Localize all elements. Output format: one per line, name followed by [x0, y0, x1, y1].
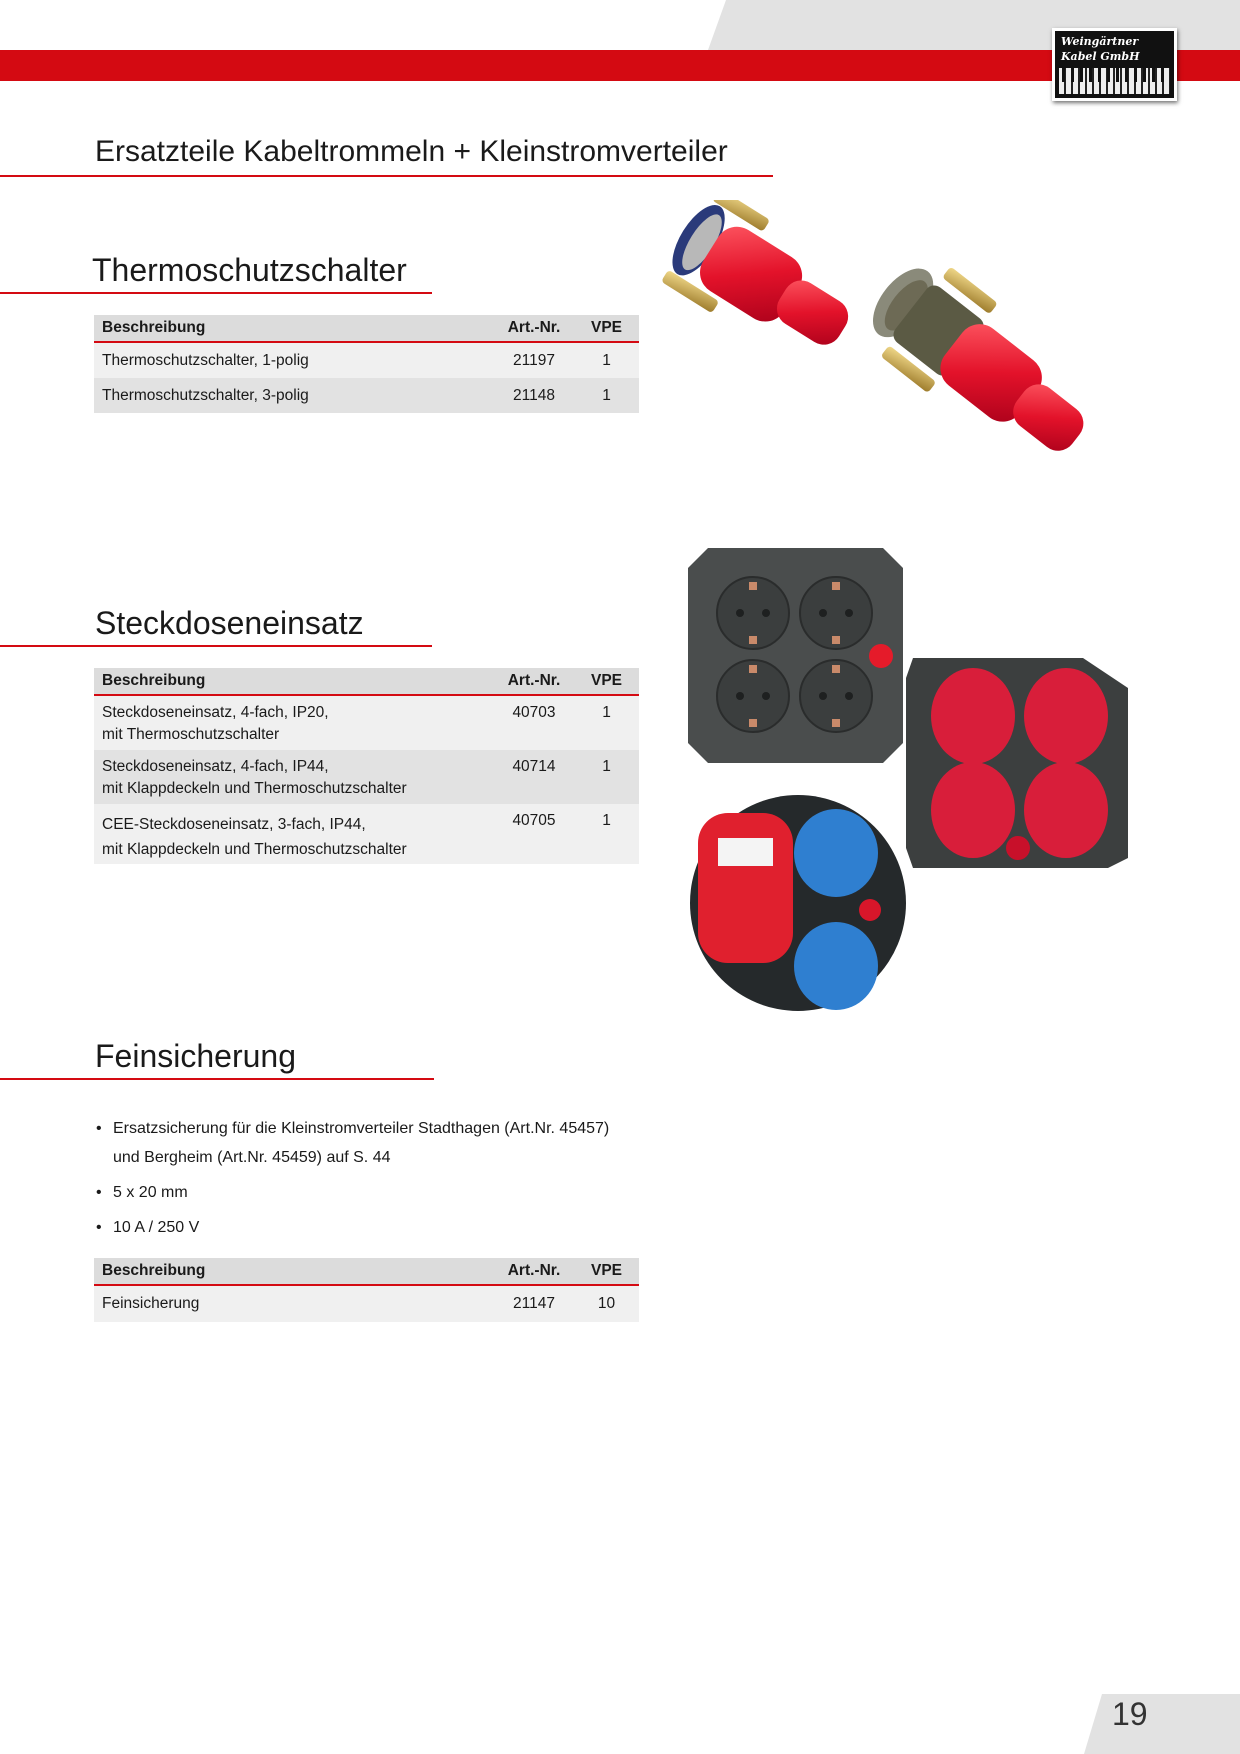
description-line: Thermoschutzschalter, 1-polig: [102, 352, 309, 369]
description-line: Thermoschutzschalter, 3-polig: [102, 387, 309, 404]
page-title-underline: [0, 175, 773, 177]
thermoschutzschalter-table: [94, 315, 639, 413]
feinsicherung-table: [94, 1258, 639, 1322]
header-vpe: VPE: [590, 672, 622, 689]
header-beschreibung: Beschreibung: [102, 1262, 206, 1279]
section-underline: [0, 645, 432, 647]
cell-vpe: 10: [597, 1295, 616, 1312]
table-row: [94, 804, 639, 864]
section-title-feinsicherung: Feinsicherung: [95, 1038, 296, 1074]
bullet-line: • 10 A / 250 V: [113, 1219, 200, 1236]
cell-description: [94, 810, 494, 861]
steckdoseneinsatz-table: [94, 668, 639, 864]
description-line: Steckdoseneinsatz, 4-fach, IP20,: [102, 704, 329, 721]
section-underline: [0, 1078, 434, 1080]
cell-art-nr: 21147: [513, 1295, 555, 1312]
description-line: CEE-Steckdoseneinsatz, 3-fach, IP44,: [102, 816, 366, 833]
description-line: Steckdoseneinsatz, 4-fach, IP44,: [102, 758, 329, 775]
page-number: 19: [1112, 1696, 1148, 1732]
table-header: [94, 668, 639, 696]
section-title-steckdoseneinsatz: Steckdoseneinsatz: [95, 605, 364, 641]
bullet-line: • 5 x 20 mm: [113, 1184, 188, 1201]
thermoschutzschalter-image: [660, 200, 1180, 500]
logo-text: Weingärtner Kabel GmbH: [1061, 35, 1140, 63]
cell-vpe: 1: [602, 704, 611, 721]
cell-vpe: 1: [602, 758, 611, 775]
cell-art-nr: 40703: [512, 704, 556, 721]
header-vpe: VPE: [590, 1262, 622, 1279]
cell-art-nr: 40705: [512, 812, 556, 829]
bullet-line: und Bergheim (Art.Nr. 45459) auf S. 44: [113, 1149, 391, 1166]
cell-art-nr: 21148: [513, 387, 555, 404]
page-number-tab: [1084, 1694, 1240, 1754]
cell-description: [94, 385, 494, 407]
description-line: mit Klappdeckeln und Thermoschutzschalter: [102, 780, 407, 797]
company-logo: [1052, 28, 1177, 101]
page-title: Ersatzteile Kabeltrommeln + Kleinstromverteiler: [95, 135, 728, 168]
bullet-line: • Ersatzsicherung für die Kleinstromverteiler Stadthagen (Art.Nr. 45457): [113, 1120, 610, 1137]
table-header: [94, 315, 639, 343]
header-beschreibung: Beschreibung: [102, 672, 206, 689]
table-row: [94, 378, 639, 413]
section-title-thermoschutzschalter: Thermoschutzschalter: [92, 252, 407, 288]
cell-vpe: 1: [602, 352, 611, 369]
description-line: mit Thermoschutzschalter: [102, 726, 280, 743]
table-row: [94, 750, 639, 804]
header-art-nr: Art.-Nr.: [507, 672, 561, 689]
cell-vpe: 1: [602, 387, 611, 404]
cell-art-nr: 40714: [512, 758, 556, 775]
cell-description: [94, 350, 494, 372]
steckdoseneinsatz-image: [688, 548, 1128, 1018]
table-header: [94, 1258, 639, 1286]
header-beschreibung: Beschreibung: [102, 319, 206, 336]
cell-description: [94, 702, 494, 746]
description-line: mit Klappdeckeln und Thermoschutzschalter: [102, 841, 407, 858]
cell-description: [94, 1293, 494, 1315]
cell-art-nr: 21197: [513, 352, 555, 369]
list-item: [94, 1213, 609, 1242]
feinsicherung-bullets: [94, 1114, 609, 1242]
cell-vpe: 1: [602, 812, 611, 829]
cell-description: [94, 756, 494, 800]
header-art-nr: Art.-Nr.: [507, 319, 561, 336]
header-vpe: VPE: [590, 319, 622, 336]
section-underline: [0, 292, 432, 294]
table-row: [94, 696, 639, 750]
table-row: [94, 343, 639, 378]
header-art-nr: Art.-Nr.: [507, 1262, 561, 1279]
piano-keys-graphic: [1059, 68, 1170, 94]
table-row: [94, 1286, 639, 1322]
description-line: Feinsicherung: [102, 1295, 200, 1312]
list-item: [94, 1114, 609, 1172]
list-item: [94, 1178, 609, 1207]
